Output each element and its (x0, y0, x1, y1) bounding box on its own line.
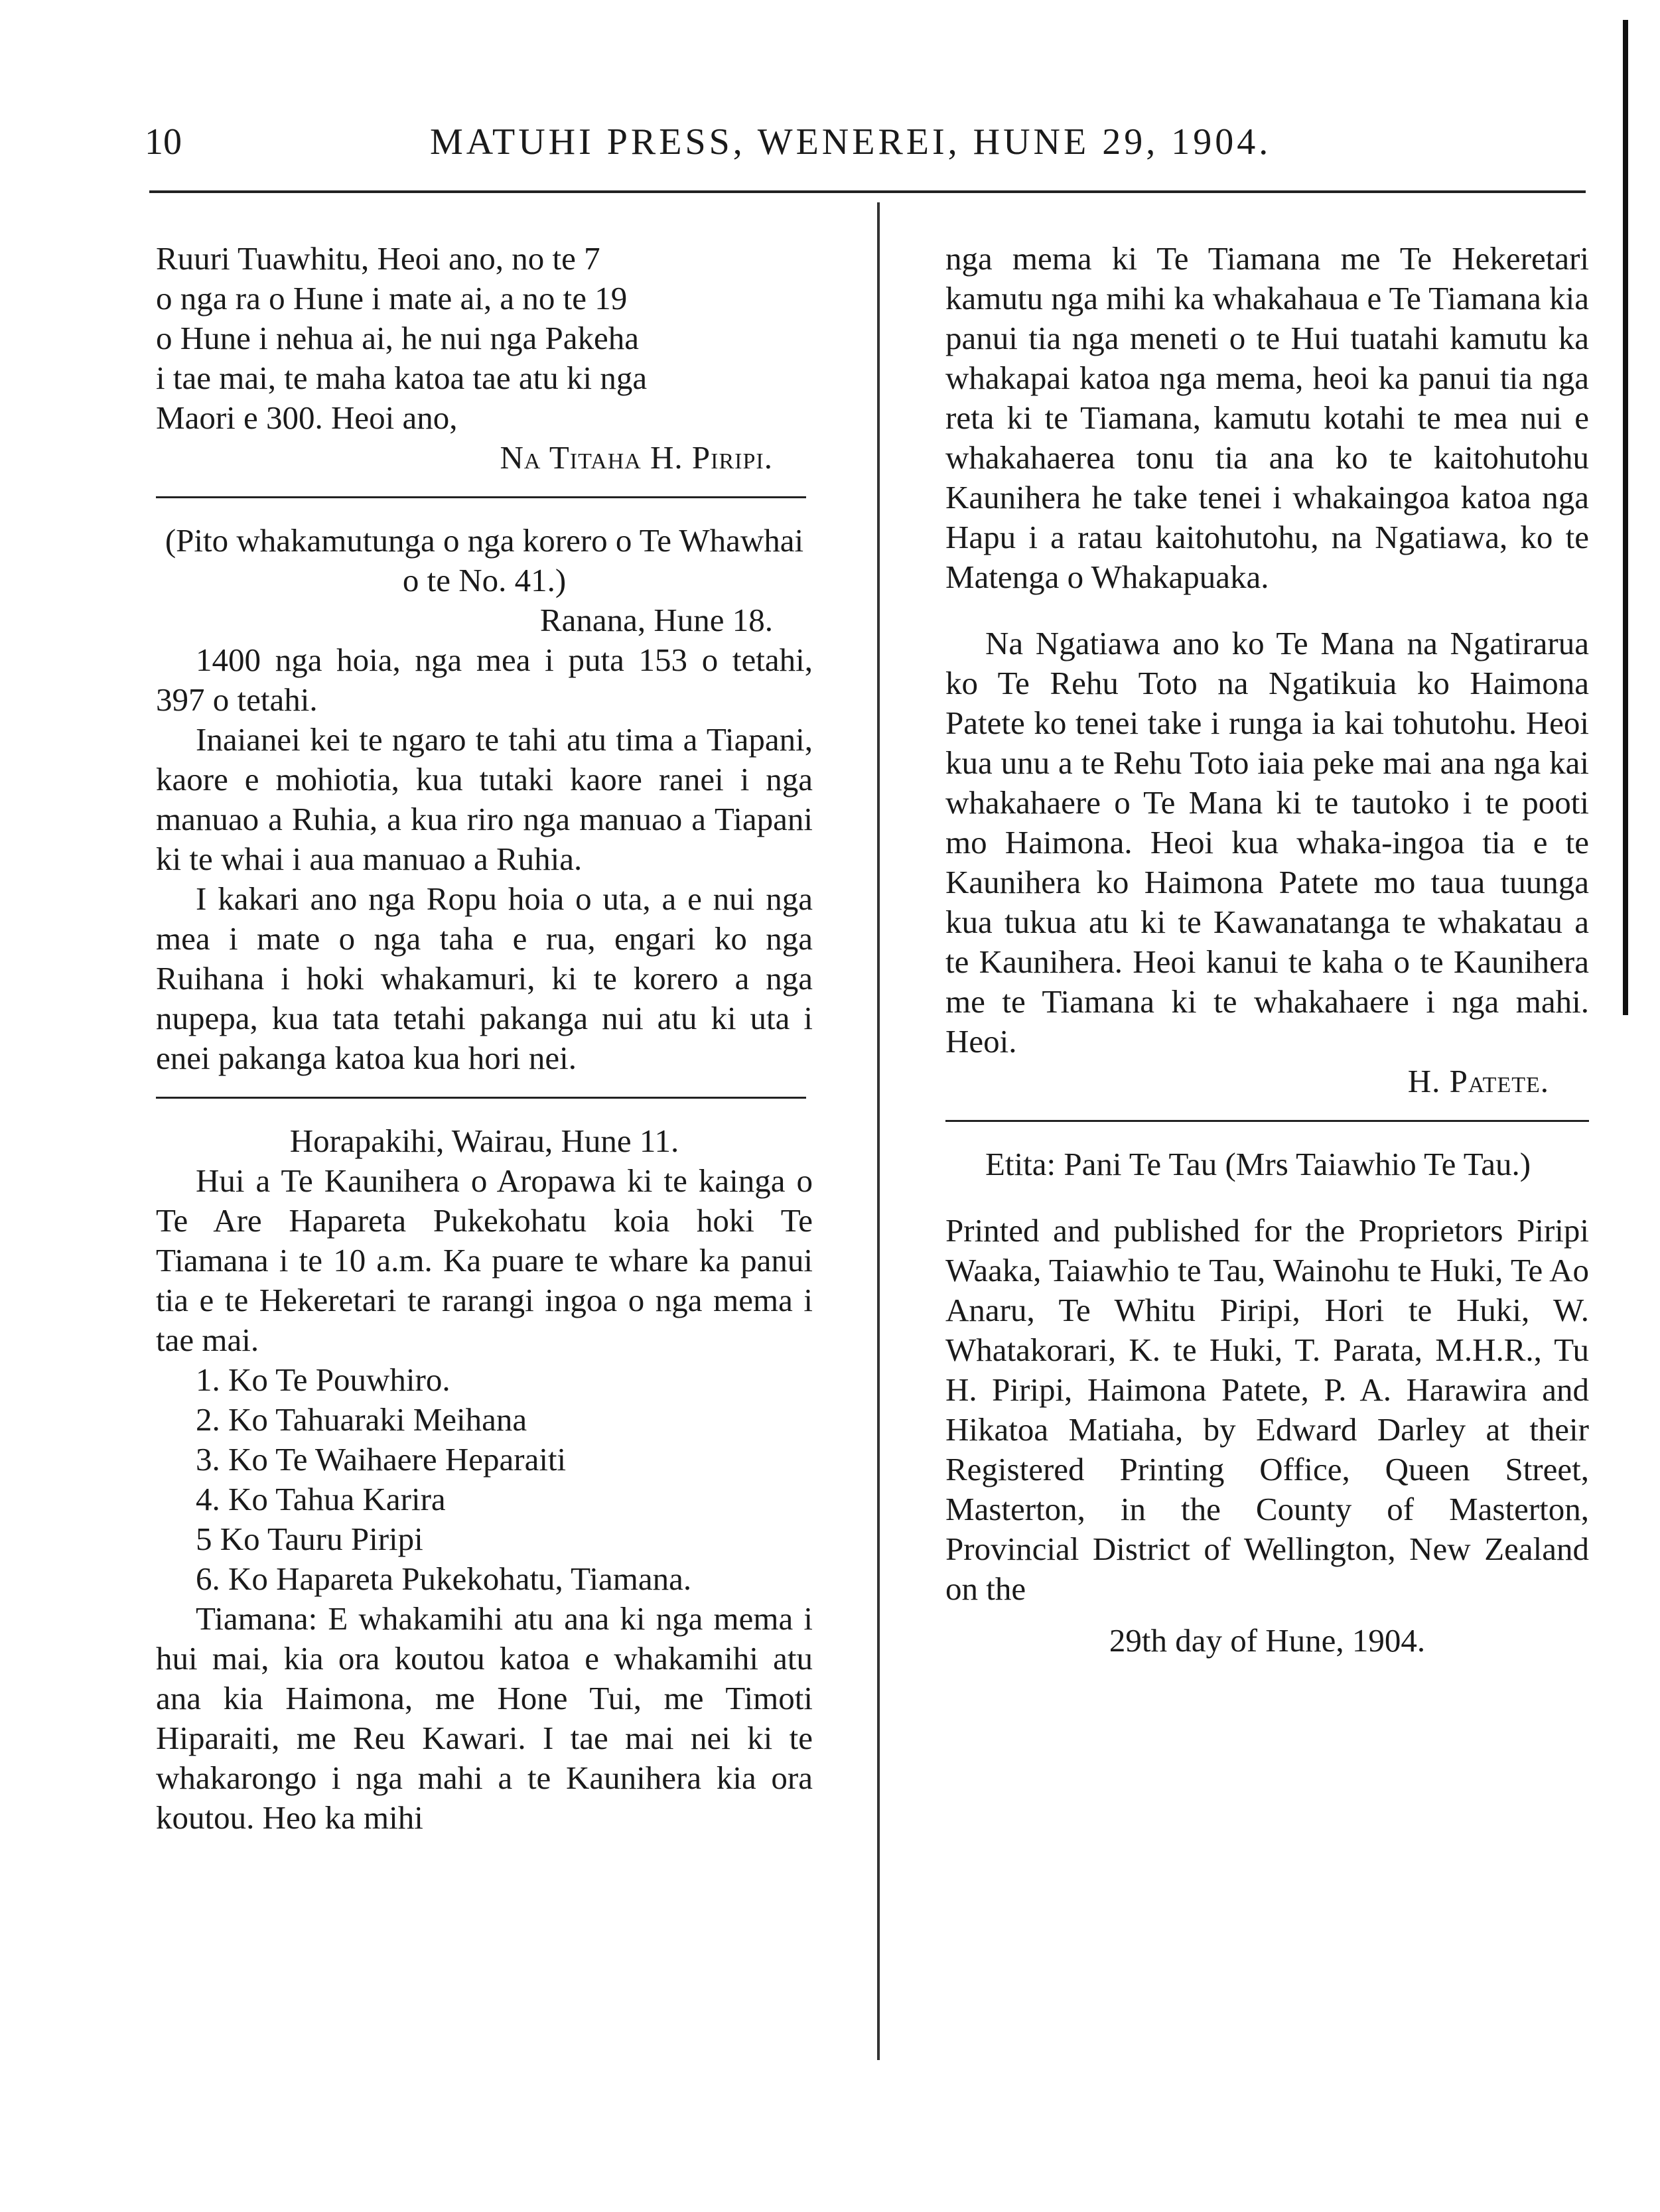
text-line: Ruuri Tuawhitu, Heoi ano, no te 7 (156, 240, 600, 277)
text-line: o Hune i nehua ai, he nui nga Pakeha (156, 320, 639, 356)
spacer (945, 1184, 1589, 1211)
list-item: 4. Ko Tahua Karira (196, 1481, 446, 1517)
article-council-meeting (156, 1121, 813, 1838)
section-rule (945, 1120, 1589, 1122)
right-column (945, 239, 1589, 1661)
text-line: i tae mai, te maha katoa tae atu ki nga (156, 360, 648, 396)
list-item: 5 Ko Tauru Piripi (196, 1521, 423, 1557)
page-header (145, 121, 1578, 174)
list-item: 6. Ko Hapareta Pukekohatu, Tiamana. (196, 1560, 692, 1597)
edge-rule (1623, 20, 1628, 1015)
list-item: 1. Ko Te Pouwhiro. (196, 1361, 450, 1398)
editor-credit: Etita: Pani Te Tau (Mrs Taiawhio Te Tau.) (985, 1146, 1531, 1182)
dateline: Horapakihi, Wairau, Hune 11. (289, 1123, 679, 1159)
paragraph: Tiamana: E whakamihi atu ana ki nga mema i hui mai, kia ora koutou katoa e whakamihi atu ana kia Haimona, me Hone Tui, me Timoti Hiparaiti, me Reu Kawari. I tae mai nei ki te whakarongo i nga mahi a te Kaunihera kia ora koutou. Heo ka mihi (156, 1600, 813, 1836)
spacer (945, 597, 1589, 624)
imprint-date: 29th day of Hune, 1904. (1109, 1622, 1426, 1659)
text-line: Maori e 300. Heoi ano, (156, 399, 458, 436)
paragraph: Inaianei kei te ngaro te tahi atu tima a Tiapani, kaore e mohiotia, kua tutaki kaore ranei i nga manuao a Ruhia, a kua riro nga manuao a Tiapani ki te whai i aua manuao a Ruhia. (156, 721, 813, 877)
dateline: Ranana, Hune 18. (539, 602, 773, 638)
signature: Na Titaha H. Piripi. (500, 439, 773, 476)
column-divider (877, 202, 880, 2060)
article-war-news (156, 521, 813, 1078)
masthead-title: MATUHI PRESS, WENEREI, HUNE 29, 1904. (430, 121, 1272, 163)
imprint: Printed and published for the Proprietors Piripi Waaka, Taiawhio te Tau, Wainohu te Huki, Te Ao Anaru, Te Whitu Piripi, Hori te Huki, W. Whatakorari, K. te Huki, T. Parata, M.H.R., Tu H. Piripi, Haimona Patete, P. A. Harawira and Hikatoa Matiaha, by Edward Darley at their Registered Printing Office, Queen Street, Masterton, in the County of Masterton, Provincial District of Wellington, New Zealand on the (945, 1212, 1589, 1607)
header-rule (149, 190, 1586, 193)
paragraph: I kakari ano nga Ropu hoia o uta, a e nui nga mea i mate o nga taha e rua, engari ko nga Ruihana i hoki whakamuri, ki te korero a nga nupepa, kua tata tetahi pakanga nui atu ki uta i enei pakanga katoa kua hori nei. (156, 880, 813, 1076)
section-rule (156, 1097, 806, 1099)
left-column (156, 239, 813, 1838)
page-number: 10 (145, 121, 182, 163)
text-line: o nga ra o Hune i mate ai, a no te 19 (156, 280, 628, 316)
paragraph: 1400 nga hoia, nga mea i puta 153 o tetahi, 397 o tetahi. (156, 642, 813, 718)
article-funeral (156, 239, 813, 478)
list-item: 3. Ko Te Waihaere Heparaiti (196, 1441, 567, 1478)
list-item: 2. Ko Tahuaraki Meihana (196, 1401, 527, 1438)
paragraph: Na Ngatiawa ano ko Te Mana na Ngatirarua ko Te Rehu Toto na Ngatikuia ko Haimona Patete ko tenei take i runga ia kai tohutohu. Heoi kua unu a te Rehu Toto iaia peke mai ana nga kai whakahaere o Te Mana ki te tautoko i te pooti mo Haimona. Heoi kua whaka-ingoa tia e te Kaunihera ko Haimona Patete mo taua tuunga kua tukua atu ki te Kawanatanga te whakatau a te Kaunihera. Heoi kanui te kaha o te Kaunihera me te Tiamana ki te whakahaere i nga mahi. Heoi. (945, 625, 1589, 1060)
section-rule (156, 496, 806, 498)
article-heading: (Pito whakamutunga o nga korero o Te Whawhai o te No. 41.) (165, 522, 804, 598)
signature: H. Patete. (1407, 1063, 1549, 1099)
paragraph: Hui a Te Kaunihera o Aropawa ki te kainga o Te Are Hapareta Pukekohatu koia hoki Te Tiamana i te 10 a.m. Ka puare te whare ka panui tia e te Hekeretari te rarangi ingoa o nga mema i tae mai. (156, 1162, 813, 1358)
paragraph: nga mema ki Te Tiamana me Te Hekeretari kamutu nga mihi ka whakahaua e Te Tiamana kia panui tia nga meneti o te Hui tuatahi kamutu ka whakapai katoa nga mema, heoi ka panui tia nga reta ki te Tiamana, kamutu kotahi te mea nui e whakahaerea tonu tia ana ko te kaitohutohu Kaunihera he take tenei i whakaingoa katoa nga Hapu i a ratau kaitohutohu, na Ngatiawa, ko te Matenga o Whakapuaka. (945, 240, 1589, 595)
